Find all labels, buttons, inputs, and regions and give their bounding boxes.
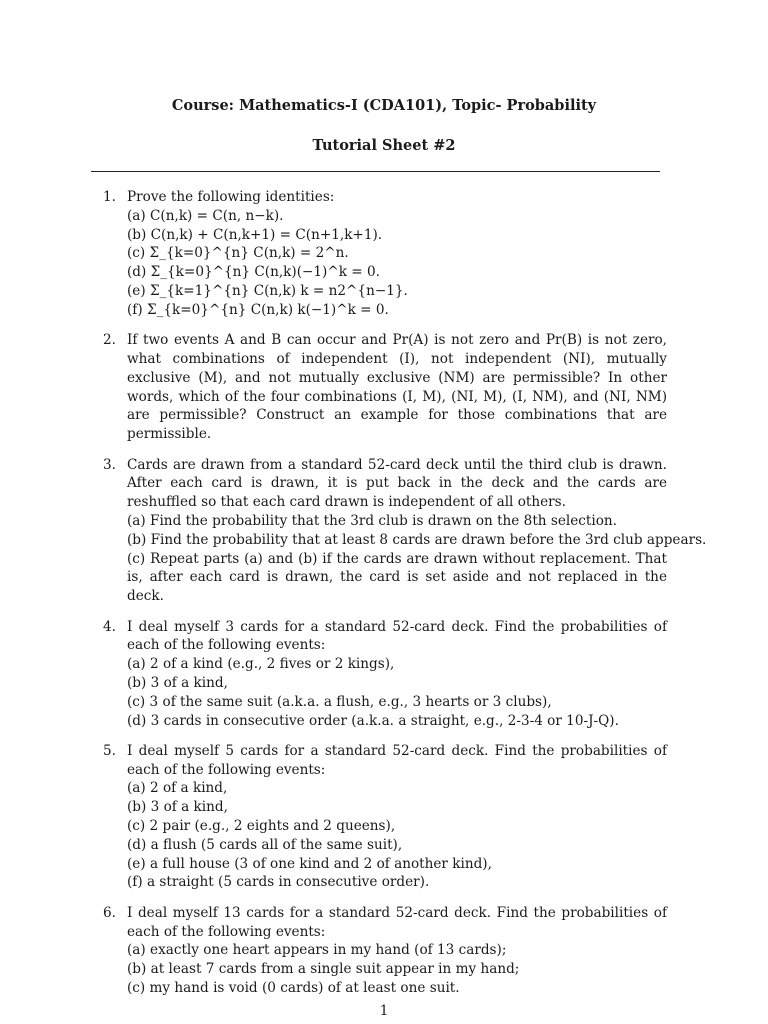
question-5-text: I deal myself 5 cards for a standard 52-card deck. Find the probabilities of each of the following events:	[127, 742, 667, 778]
question-number: 6.	[103, 904, 116, 921]
question-3-part-a: (a) Find the probability that the 3rd club is drawn on the 8th selection.	[127, 512, 617, 529]
question-3-part-b: (b) Find the probability that at least 8 cards are drawn before the 3rd club appears.	[127, 531, 707, 548]
question-5	[103, 742, 667, 892]
question-5-part-d: (d) a flush (5 cards all of the same suit),	[127, 836, 403, 853]
question-5-part-b: (b) 3 of a kind,	[127, 799, 228, 816]
question-4-text: I deal myself 3 cards for a standard 52-card deck. Find the probabilities of each of the following events:	[127, 618, 667, 654]
question-number: 2.	[103, 332, 116, 349]
identity-e: (e) Σ_{k=1}^{n} C(n,k) k = n2^{n−1}.	[127, 282, 408, 299]
question-2-text: If two events A and B can occur and Pr(A) is not zero and Pr(B) is not zero, what combinations of independent (I), not independent (NI), mutually exclusive (M), and not mutually exclusive (NM) are permissible? In other words, which of the four combinations (I, M), (NI, M), (I, NM), and (NI, NM) are permissible? Construct an example for those combinations that are permissible.	[127, 332, 667, 443]
identity-d: (d) Σ_{k=0}^{n} C(n,k)(−1)^k = 0.	[127, 264, 380, 281]
identity-b: (b) C(n,k) + C(n,k+1) = C(n+1,k+1).	[127, 226, 383, 243]
sheet-title: Tutorial Sheet #2	[312, 137, 456, 154]
page-number: 1	[379, 1003, 389, 1019]
question-number: 5.	[103, 742, 116, 759]
question-6	[103, 904, 667, 998]
question-1-intro: Prove the following identities:	[127, 189, 335, 205]
identity-c: (c) Σ_{k=0}^{n} C(n,k) = 2^n.	[127, 245, 349, 262]
question-6-text: I deal myself 13 cards for a standard 52-card deck. Find the probabilities of each of the following events:	[127, 904, 667, 940]
question-number: 3.	[103, 456, 116, 473]
identity-f: (f) Σ_{k=0}^{n} C(n,k) k(−1)^k = 0.	[127, 301, 389, 318]
question-3	[103, 456, 707, 606]
question-4-part-d: (d) 3 cards in consecutive order (a.k.a. a straight, e.g., 2-3-4 or 10-J-Q).	[127, 712, 619, 729]
question-6-part-c: (c) my hand is void (0 cards) of at least one suit.	[127, 980, 460, 997]
question-number: 4.	[103, 618, 116, 635]
question-5-part-e: (e) a full house (3 of one kind and 2 of another kind),	[127, 855, 492, 872]
course-title: Course: Mathematics-I (CDA101), Topic- Probability	[171, 97, 597, 114]
question-5-part-c: (c) 2 pair (e.g., 2 eights and 2 queens),	[127, 818, 396, 835]
question-4	[103, 618, 667, 731]
question-4-part-b: (b) 3 of a kind,	[127, 674, 228, 691]
question-6-part-b: (b) at least 7 cards from a single suit appear in my hand;	[127, 961, 520, 978]
question-4-part-a: (a) 2 of a kind (e.g., 2 fives or 2 kings),	[127, 656, 395, 673]
question-list	[103, 188, 707, 1009]
question-5-part-a: (a) 2 of a kind,	[127, 780, 228, 797]
identity-a: (a) C(n,k) = C(n, n−k).	[127, 207, 284, 224]
question-3-text: Cards are drawn from a standard 52-card deck until the third club is drawn. After each card is drawn, it is put back in the deck and the cards are reshuffled so that each card drawn is independent of all others.	[127, 456, 667, 511]
question-6-part-a: (a) exactly one heart appears in my hand (of 13 cards);	[127, 942, 507, 959]
question-5-part-f: (f) a straight (5 cards in consecutive order).	[127, 874, 430, 891]
question-number: 1.	[103, 189, 116, 205]
header-divider	[91, 171, 660, 172]
question-2	[103, 331, 667, 444]
question-1	[103, 188, 667, 320]
question-4-part-c: (c) 3 of the same suit (a.k.a. a flush, e.g., 3 hearts or 3 clubs),	[127, 693, 552, 710]
question-3-part-c: (c) Repeat parts (a) and (b) if the cards are drawn without replacement. That is, after each card is drawn, the card is set aside and not replaced in the deck.	[127, 550, 667, 605]
